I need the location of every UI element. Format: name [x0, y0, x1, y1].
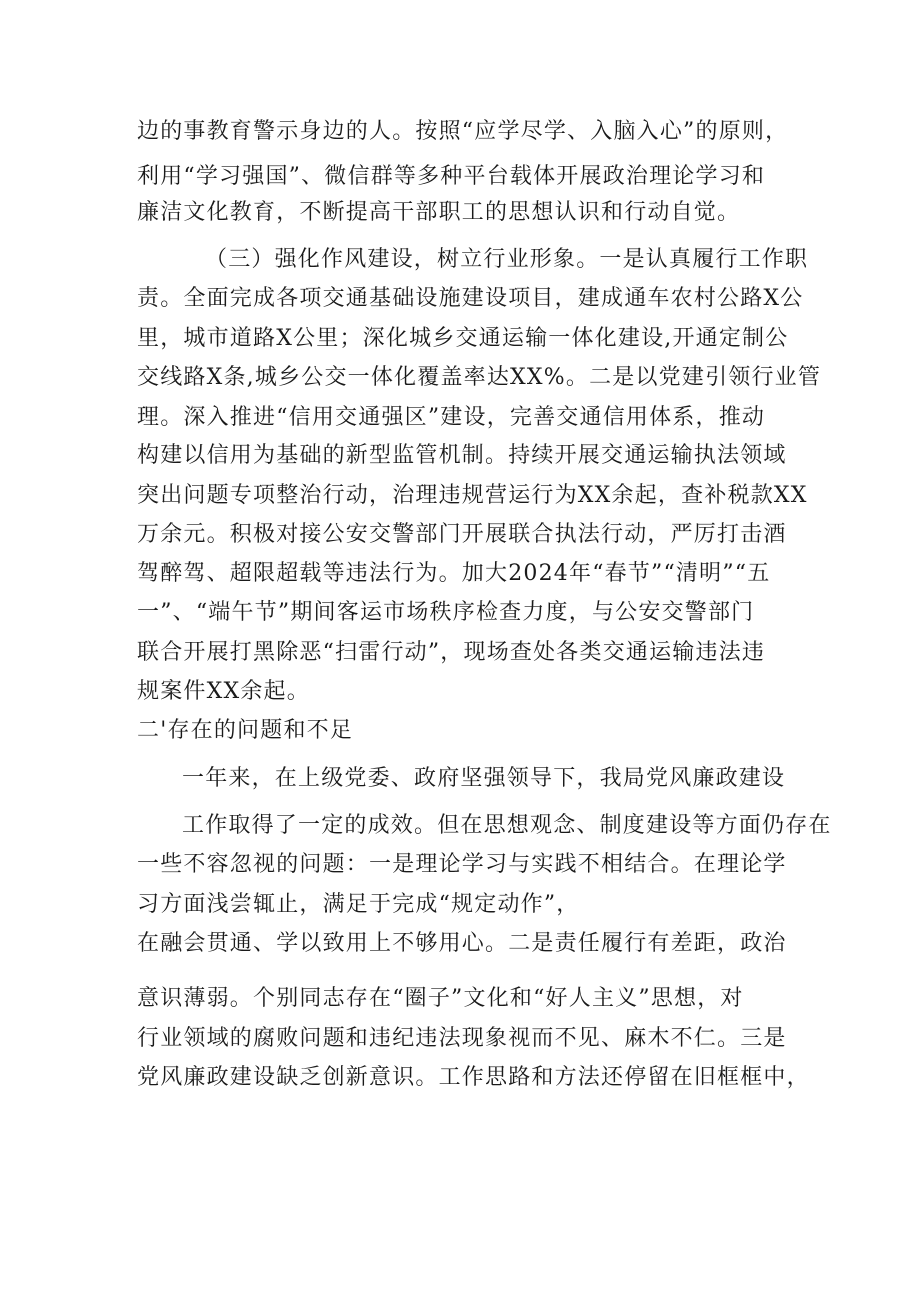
text-line-3: 廉洁文化教育，不断提高干部职工的思想认识和行动自觉。: [137, 200, 741, 225]
text-line-1: 边的事教育警示身边的人。按照“应学尽学、入脑入心”的原则，: [137, 119, 789, 144]
text-line-12: 驾醉驾、超限超载等违法行为。加大2024年“春节”“清明”“五: [137, 561, 771, 586]
text-line-16: 二'存在的问题和不足: [137, 718, 354, 743]
text-line-21: 意识薄弱。个别同志存在“圈子”文化和“好人主义”思想，对: [137, 986, 744, 1011]
text-line-5: 责。全面完成各项交通基础设施建设项目，建成通车农村公路X公: [137, 286, 804, 311]
text-line-22: 行业领域的腐败问题和违纪违法现象视而不见、麻木不仁。三是: [137, 1026, 787, 1051]
text-line-9: 构建以信用为基础的新型监管机制。持续开展交通运输执法领域: [137, 443, 787, 468]
text-line-17: 工作取得了一定的成效。但在思想观念、制度建设等方面仍存在: [182, 813, 832, 838]
text-line-18: 一些不容忽视的问题：一是理论学习与实践不相结合。在理论学: [137, 852, 787, 877]
text-line-10: 突出问题专项整治行动，治理违规营运行为XX余起，查补税款XX: [137, 483, 808, 508]
text-line-4: （三）强化作风建设，树立行业形象。一是认真履行工作职: [205, 247, 809, 272]
text-line-11: 万余元。积极对接公安交警部门开展联合执法行动，严厉打击酒: [137, 522, 787, 547]
text-line-20: 在融会贯通、学以致用上不够用心。二是责任履行有差距，政治: [137, 931, 787, 956]
text-line-19: 习方面浅尝辄止，满足于完成“规定动作”，: [137, 892, 580, 917]
section-heading: 一年来，在上级党委、政府坚强领导下，我局党风廉政建设: [182, 766, 786, 791]
text-line-23: 党风廉政建设缺乏创新意识。工作思路和方法还停留在旧框框中，: [137, 1065, 810, 1090]
text-line-15: 规案件XX余起。: [137, 679, 310, 704]
text-line-6: 里，城市道路X公里；深化城乡交通运输一体化建设,开通定制公: [137, 326, 789, 351]
text-line-13: 一”、“端午节”期间客运市场秩序检查力度，与公安交警部门: [137, 600, 755, 625]
text-line-7: 交线路X条,城乡公交一体化覆盖率达XX%。二是以党建引领行业管: [137, 365, 822, 390]
text-line-14: 联合开展打黑除恶“扫雷行动”，现场查处各类交通运输违法违: [137, 640, 766, 665]
text-line-2: 利用“学习强国”、微信群等多种平台载体开展政治理论学习和: [137, 164, 766, 189]
text-line-8: 理。深入推进“信用交通强区”建设，完善交通信用体系，推动: [137, 405, 766, 430]
